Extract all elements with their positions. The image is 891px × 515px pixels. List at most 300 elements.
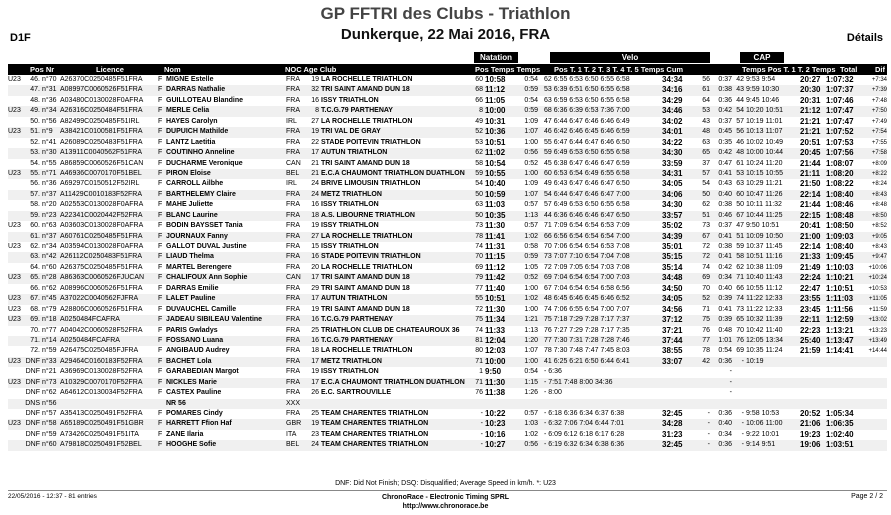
cell-csplits: 9:59 10:30 [746, 86, 780, 94]
cell-noc: FRA [286, 305, 300, 313]
cell-dif: +10:53 [868, 285, 887, 292]
cell-total: 1:08:46 [826, 200, 854, 210]
cell-nom: HAYES Carolyn [166, 117, 218, 125]
cell-club: LA ROCHELLE TRIATHLON [321, 263, 413, 271]
cell-pos: DNF [25, 389, 40, 397]
cell-age: 8 [315, 107, 319, 115]
cell-csplits: 12:05 13:34 [746, 336, 783, 344]
cell-nt: 11:40 [485, 283, 506, 293]
cell-noc: GBR [286, 420, 302, 428]
cell-noc: FRA [286, 232, 300, 240]
cell-nr: n°37 [42, 232, 57, 240]
cell-ct: 21:00 [800, 231, 821, 241]
cell-vt: 33:57 [662, 210, 683, 220]
cell-total: 1:08:50 [826, 221, 854, 231]
cell-sex: F [158, 107, 163, 115]
cell-npos: - [480, 410, 483, 417]
cell-vt: 34:34 [662, 75, 683, 84]
cell-noc: FRA [286, 378, 300, 386]
cell-nom: MIGNE Estelle [166, 76, 214, 83]
cell-nr: n°9 [42, 128, 53, 136]
cell-vt2: 0:40 [718, 190, 732, 198]
cell-age: 18 [311, 211, 319, 219]
cell-club: TRIATHLON CLUB DE CHATEAUROUX 36 [321, 326, 460, 334]
cell-nr: n°45 [42, 295, 57, 303]
table-row [8, 242, 887, 252]
cell-nt: 10:16 [485, 429, 506, 439]
cell-npos: 63 [475, 201, 483, 209]
cell-ct: 20:30 [800, 85, 821, 95]
cell-nt: 11:12 [485, 85, 506, 95]
cell-csplits: 10:02 10:49 [746, 138, 783, 146]
cell-nom: CARROLL Ailbhe [166, 180, 224, 188]
cell-nr: n°62 [42, 389, 57, 397]
cell-vt2: 0:47 [718, 159, 732, 167]
cell-vsplits: 70 7:06 6:54 6:54 6:53 7:08 [544, 243, 630, 250]
cell-vsplits: - 7:51 7:48 8:00 34:36 [544, 378, 613, 386]
cell-npos: 50 [475, 211, 483, 219]
cell-npos: 53 [475, 138, 483, 146]
cell-age: 27 [311, 117, 319, 125]
cell-vt: 32:45 [662, 440, 683, 450]
cell-u: U23 [8, 243, 21, 250]
cell-nt: 11:33 [485, 325, 506, 335]
cell-vt: 32:45 [662, 409, 683, 418]
cell-pos: 57. [30, 190, 40, 198]
table-row [8, 294, 887, 304]
cell-u: U23 [8, 305, 21, 313]
table-row [8, 200, 887, 210]
table-row [8, 221, 887, 231]
cell-vcum: - [707, 430, 710, 438]
cell-sex: F [158, 128, 163, 136]
cell-nt2: 1:20 [524, 336, 538, 344]
cell-vt: 34:16 [662, 85, 683, 95]
cell-nr: n°37 [42, 190, 57, 198]
cell-npos: - [480, 441, 483, 449]
cell-lic: A26112C0250483F51FRA [60, 253, 142, 261]
cell-sex: F [158, 263, 163, 271]
cell-vt2: 0:36 [718, 410, 732, 417]
cell-vsplits: 76 7:27 7:29 7:28 7:17 7:35 [544, 326, 630, 334]
table-row [8, 159, 887, 169]
cell-npos: 76 [475, 389, 483, 397]
cell-vcum: 70 [702, 284, 710, 292]
cell-sex: F [158, 117, 163, 125]
cell-cpos: 44 [736, 96, 744, 104]
footer-brand [0, 493, 891, 511]
cell-cpos: 56 [736, 128, 744, 136]
cell-pos: 49. [30, 107, 40, 115]
cell-nt2: 1:09 [524, 117, 538, 125]
cell-dif: +8:52 [871, 223, 887, 230]
cell-csplits: 11:22 12:33 [746, 305, 783, 313]
cell-dif: +13:02 [868, 317, 887, 324]
cell-vt2: 0:41 [718, 305, 732, 313]
cell-pos: 68. [30, 305, 40, 313]
cell-sex: F [158, 316, 163, 324]
cell-dif: +8:48 [871, 202, 887, 209]
cell-noc: FRA [286, 389, 300, 397]
cell-total: 1:07:47 [826, 116, 854, 126]
cell-nt2: 0:59 [524, 107, 538, 115]
cell-vcum: 56 [702, 76, 710, 83]
cell-noc: FRA [286, 107, 300, 115]
cell-vt2: 0:36 [718, 96, 732, 104]
cell-cpos: - [741, 430, 744, 438]
cell-nt2: 0:57 [524, 410, 538, 417]
cell-total: 1:07:32 [826, 75, 854, 84]
cell-vt: 35:02 [662, 221, 683, 231]
table-row [8, 430, 887, 440]
cell-vt: 38:55 [662, 346, 683, 356]
cell-vt2: 0:34 [718, 430, 732, 438]
cell-nt: 10:54 [485, 158, 506, 168]
cell-total: 1:09:03 [826, 231, 854, 241]
cell-dif: +8:09 [871, 160, 887, 167]
cell-nt: 10:00 [485, 356, 506, 366]
cell-nt2: 0:52 [524, 159, 538, 167]
cell-noc: FRA [286, 190, 300, 198]
cell-vt2: 1:01 [718, 336, 732, 344]
cell-club: ISSY TRIATHLON [321, 96, 379, 104]
cell-age: 17 [311, 378, 319, 386]
cell-cpos: 53 [736, 169, 744, 177]
cell-dif: +13:23 [868, 327, 887, 334]
cell-vsplits: 78 7:30 7:48 7:47 7:45 8:03 [544, 347, 630, 355]
cell-npos: 52 [475, 128, 483, 136]
cell-vt: 34:29 [662, 95, 683, 105]
cell-club: E.C. SARTROUVILLE [321, 389, 392, 397]
cell-csplits: 10:24 11:20 [746, 159, 783, 167]
cell-total: 1:11:03 [826, 294, 854, 304]
cell-nt: 9:50 [485, 367, 502, 377]
cell-nom: DARRAS Nathalie [166, 86, 226, 94]
cell-sex: F [158, 357, 163, 365]
cell-lic: A65189C0250491F51GBR [60, 420, 144, 428]
cell-sex: F [158, 243, 163, 250]
results-table [8, 64, 887, 451]
cell-nt2: 0:56 [524, 441, 538, 449]
cell-nr: n°33 [42, 357, 57, 365]
category-label: D1F [10, 32, 31, 44]
cell-ct: 21:33 [800, 252, 821, 262]
cell-vt2: 0:34 [718, 274, 732, 282]
cell-vt2: - [729, 368, 732, 376]
cell-sex: F [158, 420, 163, 428]
cell-age: 24 [311, 190, 319, 198]
cell-nom: MAHE Juliette [166, 201, 214, 209]
cell-csplits: 10:00 10:44 [746, 149, 783, 157]
cell-nr: n°36 [42, 180, 57, 188]
cell-club: T.C.G.79 PARTHENAY [321, 107, 393, 115]
cell-pos: 60. [30, 222, 40, 230]
cell-npos: 1 [479, 368, 483, 376]
cell-vsplits: 41 6:25 6:21 6:50 6:44 6:41 [544, 357, 630, 365]
cell-ct: 22:14 [800, 189, 821, 199]
cell-csplits: 11:22 12:33 [746, 295, 783, 303]
cell-ct: 22:15 [800, 210, 821, 220]
cell-vt2: 0:54 [718, 347, 732, 355]
cell-lic: A69297C0150512F52IRL [60, 180, 140, 188]
cell-pos: 53. [30, 149, 40, 157]
cell-vsplits: 66 6:56 6:54 6:54 6:54 7:00 [544, 232, 630, 240]
cell-u: U23 [8, 378, 21, 386]
cell-sex: F [158, 96, 163, 104]
cell-dif: +7:58 [871, 150, 887, 157]
cell-nom: DUVAUCHEL Camille [166, 305, 237, 313]
cell-nr: n°20 [42, 201, 57, 209]
cell-csplits: 10:13 11:07 [746, 128, 783, 136]
cell-ct: 19:23 [800, 429, 821, 439]
table-header [8, 64, 887, 75]
col-noc-age-club: NOC Age Club [285, 65, 337, 74]
cell-nt: 11:30 [485, 221, 506, 231]
cell-pos: 61. [30, 232, 40, 240]
cell-club: LA ROCHELLE TRIATHLON [321, 232, 413, 240]
cell-vt2: 0:36 [718, 441, 732, 449]
cell-total: 1:08:40 [826, 189, 854, 199]
cell-total: 1:12:59 [826, 315, 854, 325]
cell-nom: BACHET Lola [166, 357, 212, 365]
cell-pos: DNF [25, 441, 40, 449]
cell-nom: GARABEDIAN Margot [166, 368, 239, 376]
cell-vt2: 0:46 [718, 211, 732, 219]
cell-sex: F [158, 232, 163, 240]
cell-nt2: 1:07 [524, 190, 538, 198]
cell-club: T.C.G.79 PARTHENAY [321, 336, 393, 344]
cell-dif: +7:48 [871, 97, 887, 104]
cell-total: 1:07:37 [826, 85, 854, 95]
cell-vsplits: 59 6:49 6:53 6:50 6:55 6:58 [544, 149, 630, 157]
cell-u: U23 [8, 107, 21, 115]
cell-npos: 81 [475, 336, 483, 344]
cell-ct: 20:52 [800, 409, 821, 418]
cell-sex: F [158, 305, 163, 313]
cell-ct: 21:50 [800, 179, 821, 189]
cell-nt2: 0:54 [524, 368, 538, 376]
cell-club: AUTUN TRIATHLON [321, 149, 388, 157]
details-link[interactable]: Détails [846, 32, 883, 44]
cell-club: TRI SAINT AMAND DUN 18 [321, 284, 410, 292]
table-row [8, 75, 887, 85]
cell-nt2: 1:02 [524, 430, 538, 438]
cell-age: 16 [311, 253, 319, 261]
page-title: GP FFTRI des Clubs - Triathlon [320, 4, 571, 23]
cell-vt2: 0:42 [718, 149, 732, 157]
cell-sex: F [158, 190, 163, 198]
cell-pos: 72. [30, 347, 40, 355]
cell-cpos: 51 [736, 232, 744, 240]
cell-npos: 72 [475, 305, 483, 313]
cell-noc: FRA [286, 368, 300, 376]
cell-vt2: 0:41 [718, 169, 732, 177]
cell-age: 19 [311, 222, 319, 230]
cell-nt: 11:15 [485, 252, 506, 262]
cell-npos: 71 [475, 378, 483, 386]
footer-timestamp: 22/05/2016 - 12:37 - 81 entries [8, 493, 97, 500]
cell-club: TRI SAINT AMAND DUN 18 [321, 86, 410, 94]
cell-csplits: 10:09 10:50 [746, 232, 783, 240]
cell-vt: 33:07 [662, 356, 683, 366]
cell-vsplits: 68 6:36 6:39 6:53 7:36 7:00 [544, 107, 630, 115]
cell-cpos: 61 [736, 159, 744, 167]
cell-noc: FRA [286, 316, 300, 324]
cell-vt: 34:05 [662, 179, 683, 189]
cell-sex: F [158, 410, 163, 417]
cell-u: U23 [8, 274, 21, 282]
cell-sex: F [158, 253, 163, 261]
cell-pos: 51. [30, 128, 40, 136]
cell-csplits: 10:29 11:21 [746, 180, 783, 188]
cell-npos: 77 [475, 284, 483, 292]
cell-noc: FRA [286, 263, 300, 271]
cell-vt: 34:46 [662, 106, 683, 116]
cell-nt: 11:03 [485, 200, 506, 210]
cell-vsplits: 60 6:53 6:54 6:49 6:55 6:58 [544, 169, 630, 177]
cell-npos: 50 [475, 190, 483, 198]
cell-vt: 33:59 [662, 158, 683, 168]
cell-csplits: 10:19 [746, 357, 764, 365]
cell-lic: A26375C0250485F51FRA [60, 263, 143, 271]
cell-noc: CAN [286, 159, 301, 167]
cell-npos: 75 [475, 316, 483, 324]
cell-pos: DNF [25, 410, 40, 417]
cell-lic: A22341C0020442F52FRA [60, 211, 143, 219]
cell-ct: 20:31 [800, 95, 821, 105]
cell-nom: DUPUICH Mathilde [166, 128, 229, 136]
cell-nr: n°79 [42, 305, 57, 313]
cell-nt: 11:41 [485, 231, 506, 241]
cell-club: AUTUN TRIATHLON [321, 295, 388, 303]
cell-lic: A03594C0130028F0AFRA [60, 243, 144, 250]
cell-nt2: 1:03 [524, 420, 538, 428]
cell-vt2: 0:37 [718, 117, 732, 125]
cell-sex: F [158, 159, 163, 167]
cell-sex: F [158, 326, 163, 334]
cell-total: 1:06:35 [826, 419, 854, 429]
cell-nom: JOURNAUX Fanny [166, 232, 228, 240]
cell-cpos: - [741, 420, 744, 428]
cell-nr: n°58 [42, 420, 57, 428]
cell-age: 21 [311, 159, 319, 167]
cell-nom: HOOGHE Sofie [166, 441, 217, 449]
cell-total: 1:09:45 [826, 252, 854, 262]
cell-lic: A29464C0160183F52FRA [60, 357, 143, 365]
cell-age: 25 [311, 326, 319, 334]
cell-pos: 71. [30, 336, 40, 344]
cell-vcum: 50 [702, 190, 710, 198]
cell-nt: 10:35 [485, 210, 506, 220]
cell-vsplits: 71 7:09 6:54 6:54 6:53 7:09 [544, 222, 630, 230]
table-row [8, 263, 887, 273]
cell-cpos: - [741, 410, 744, 417]
cell-club: E.C.A CHAUMONT TRIATHLON DUATHLON [321, 378, 465, 386]
cell-noc: CAN [286, 274, 301, 282]
cell-csplits: 10:06 11:00 [746, 420, 783, 428]
cell-nt2: 1:00 [524, 138, 538, 146]
cell-nt2: 1:02 [524, 295, 538, 303]
cell-ct: 21:44 [800, 200, 821, 210]
group-cap: CAP [740, 52, 784, 63]
cell-u: U23 [8, 128, 21, 136]
cell-dif: +7:50 [871, 108, 887, 115]
table-row [8, 346, 887, 356]
cell-npos: 70 [475, 253, 483, 261]
cell-vt: 37:44 [662, 335, 683, 345]
cell-lic: A08996C0060526F51FRA [60, 284, 143, 292]
cell-vsplits: 55 6:47 6:44 6:47 6:46 6:50 [544, 138, 630, 146]
cell-lic: A26370C0250485F51FRA [60, 76, 143, 83]
cell-vcum: 63 [702, 138, 710, 146]
cell-sex: F [158, 201, 163, 209]
cell-vt: 34:30 [662, 148, 683, 158]
cell-vt2: - [729, 378, 732, 386]
cell-sex: F [158, 389, 163, 397]
cell-vsplits: 54 6:44 6:47 6:46 6:47 7:00 [544, 190, 630, 198]
cell-nt2: 0:54 [524, 76, 538, 83]
cell-age: 16 [311, 316, 319, 324]
cell-dif: +11:59 [868, 306, 887, 313]
cell-npos: 73 [475, 222, 483, 230]
cell-nom: LALET Pauline [166, 295, 216, 303]
cell-ct: 21:21 [800, 127, 821, 137]
cell-nt: 12:03 [485, 346, 506, 356]
cell-lic: A38421C0100581F51FRA [60, 128, 143, 136]
cell-cpos: 46 [736, 138, 744, 146]
cell-vt2: 0:38 [718, 86, 732, 94]
cell-vt2: 0:40 [718, 284, 732, 292]
cell-age: 25 [311, 410, 319, 417]
cell-u: U23 [8, 420, 21, 428]
cell-club: TEAM CHARENTES TRIATHLON [321, 410, 429, 417]
cell-npos: 78 [475, 232, 483, 240]
cell-vt2: 0:37 [718, 76, 732, 83]
cell-vt2: 0:45 [718, 128, 732, 136]
cell-noc: FRA [286, 211, 300, 219]
cell-total: 1:07:47 [826, 106, 854, 116]
cell-npos: 68 [475, 86, 483, 94]
cell-lic: A0250484FCAFRA [60, 336, 120, 344]
cell-vcum: 57 [702, 169, 710, 177]
cell-lic: A10329C0070170F52FRA [60, 378, 143, 386]
cell-pos: 62. [30, 243, 40, 250]
table-row [8, 190, 887, 200]
cell-nt2: 1:21 [524, 316, 538, 324]
cell-pos: DNF [25, 368, 40, 376]
cell-nt: 10:58 [485, 75, 506, 84]
footer-brand-url[interactable]: http://www.chronorace.be [402, 503, 489, 510]
cell-vcum: 52 [702, 295, 710, 303]
cell-noc: FRA [286, 96, 300, 104]
cell-dif: +7:39 [871, 87, 887, 94]
cell-sex: F [158, 211, 163, 219]
cell-pos: 56. [30, 180, 40, 188]
cell-pos: 64. [30, 263, 40, 271]
cell-nt: 12:04 [485, 335, 506, 345]
cell-pos: 58. [30, 201, 40, 209]
cell-ct: 21:59 [800, 346, 821, 356]
cell-nom: LANTZ Laetitia [166, 138, 216, 146]
cell-nom: ANGIBAUD Audrey [166, 347, 230, 355]
cell-nr: n°57 [42, 410, 57, 417]
cell-age: 26 [311, 389, 319, 397]
cell-noc: FRA [286, 138, 300, 146]
cell-vt: 35:15 [662, 252, 683, 262]
cell-nr: n°59 [42, 430, 57, 438]
cell-lic: A86859C0060526F51CAN [60, 159, 144, 167]
group-natation: Natation [474, 52, 518, 63]
